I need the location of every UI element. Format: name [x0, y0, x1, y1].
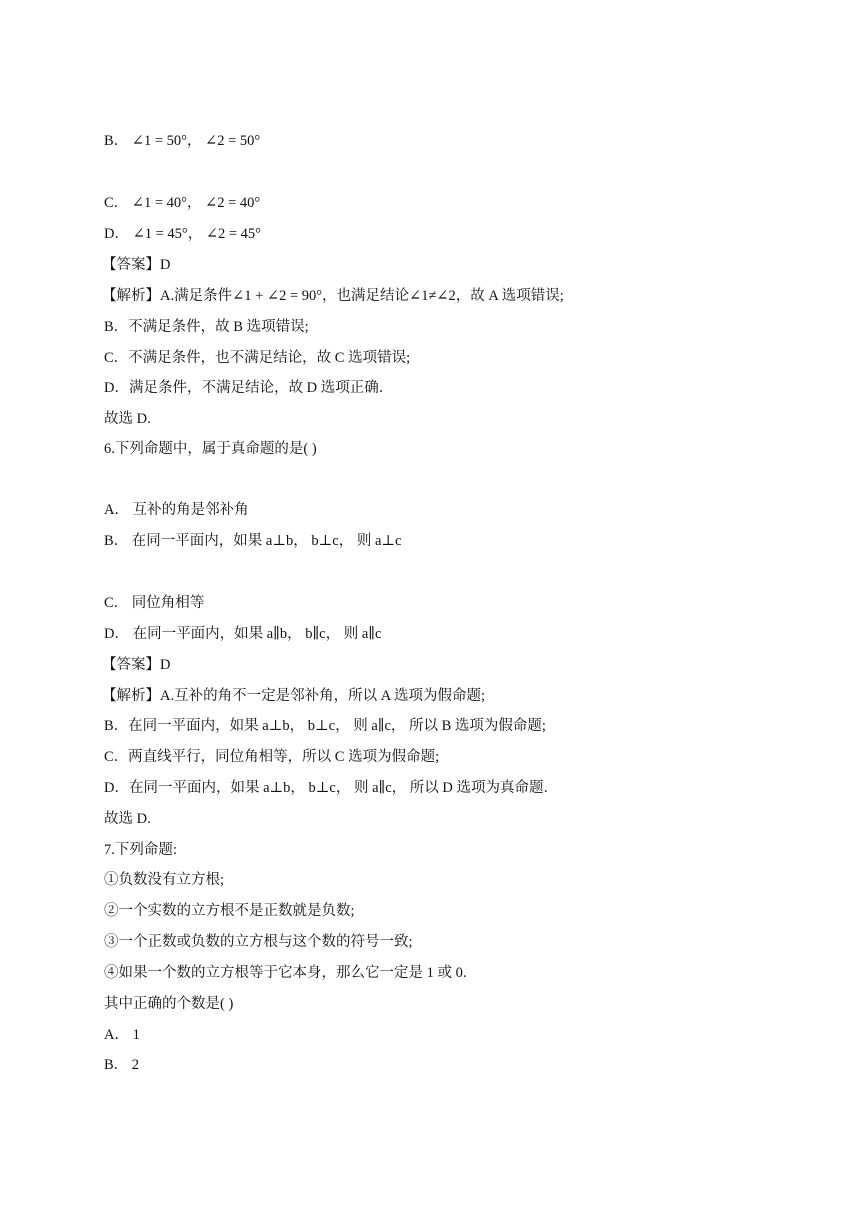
q6-analysis-line: B．在同一平面内，如果 a⊥b， b⊥c， 则 a∥c， 所以 B 选项为假命题;	[104, 718, 546, 734]
q6-option-d: D． 在同一平面内，如果 a∥b， b∥c， 则 a∥c	[104, 626, 382, 642]
q5-option-d: D． ∠1 = 45°， ∠2 = 45°	[104, 226, 261, 242]
q7-statement: ④如果一个数的立方根等于它本身，那么它一定是 1 或 0.	[104, 965, 467, 981]
q7-stem: 7.下列命题:	[104, 842, 177, 858]
q6-option-b: B． 在同一平面内，如果 a⊥b， b⊥c， 则 a⊥c	[104, 533, 402, 549]
q6-option-c: C． 同位角相等	[104, 595, 205, 611]
q6-option-a: A． 互补的角是邻补角	[104, 502, 249, 518]
q7-option-a: A． 1	[104, 1027, 140, 1043]
q6-analysis-line: C．两直线平行，同位角相等，所以 C 选项为假命题;	[104, 749, 440, 765]
q5-analysis-line: C．不满足条件，也不满足结论，故 C 选项错误;	[104, 350, 411, 366]
q5-analysis-line: B．不满足条件，故 B 选项错误;	[104, 319, 309, 335]
q6-conclusion: 故选 D.	[104, 811, 151, 827]
q5-conclusion: 故选 D.	[104, 411, 151, 427]
q6-answer: 【答案】D	[102, 657, 171, 673]
q7-statement: ②一个实数的立方根不是正数就是负数;	[104, 903, 355, 919]
q5-option-b: B． ∠1 = 50°， ∠2 = 50°	[104, 133, 261, 149]
q7-question: 其中正确的个数是( )	[104, 996, 234, 1012]
q6-analysis-line: 【解析】A.互补的角不一定是邻补角，所以 A 选项为假命题;	[102, 688, 486, 704]
q7-statement: ①负数没有立方根;	[104, 872, 225, 888]
q5-option-c: C． ∠1 = 40°， ∠2 = 40°	[104, 195, 261, 211]
q5-answer: 【答案】D	[102, 257, 171, 273]
q5-analysis-line: 【解析】A.满足条件∠1 + ∠2 = 90°，也满足结论∠1≠∠2，故 A 选项错误;	[102, 288, 564, 304]
q7-option-b: B． 2	[104, 1057, 140, 1073]
q6-analysis-line: D．在同一平面内，如果 a⊥b， b⊥c， 则 a∥c， 所以 D 选项为真命题．	[104, 780, 559, 796]
q6-stem: 6.下列命题中，属于真命题的是( )	[104, 441, 317, 457]
q7-statement: ③一个正数或负数的立方根与这个数的符号一致;	[104, 934, 413, 950]
q5-analysis-line: D．满足条件，不满足结论，故 D 选项正确．	[104, 380, 394, 396]
